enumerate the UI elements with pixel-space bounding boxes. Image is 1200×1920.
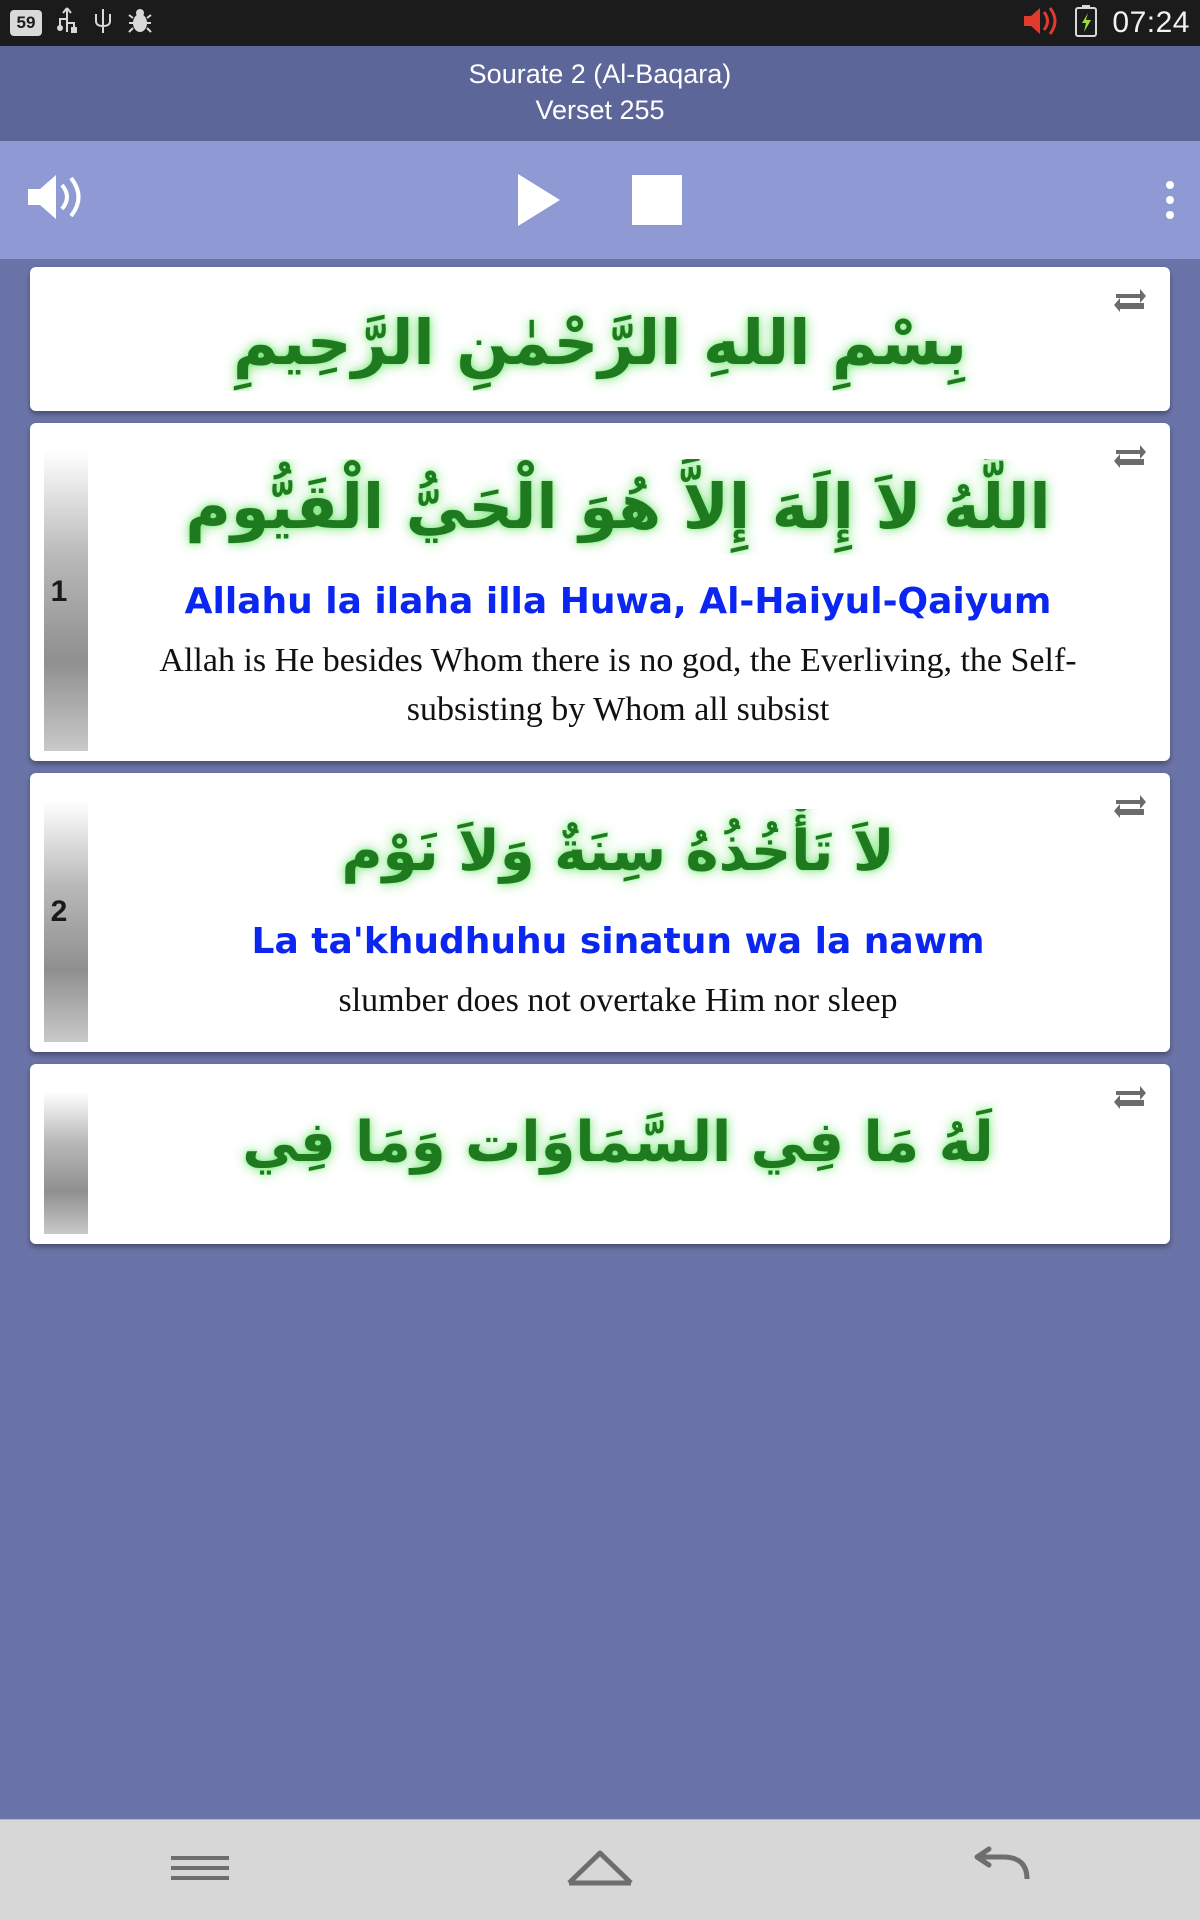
status-bar-right-icons	[1020, 4, 1190, 43]
player-toolbar	[0, 141, 1200, 259]
status-bar	[0, 0, 1200, 46]
verse-number-strip	[30, 773, 88, 1052]
notification-count-badge: 59	[10, 10, 42, 36]
overflow-dot	[1166, 211, 1174, 219]
volume-button[interactable]	[26, 169, 90, 230]
verse-title: Verset 255	[535, 95, 665, 126]
trident-icon	[92, 6, 114, 41]
overflow-menu-icon	[1166, 181, 1174, 189]
speaker-icon	[26, 169, 90, 230]
usb-icon	[56, 6, 78, 41]
verse-number: 2	[50, 895, 68, 929]
stop-icon	[632, 175, 682, 225]
verse-translation: slumber does not overtake Him nor sleep	[338, 982, 898, 1020]
verse-number: 1	[50, 574, 68, 608]
recents-button[interactable]	[130, 1835, 270, 1905]
verse-transliteration: La ta'khudhuhu sinatun wa la nawm	[251, 921, 985, 963]
verse-arabic: لاَ تَأْخُذُهُ سِنَةٌ وَلاَ نَوْم	[341, 818, 895, 884]
verse-transliteration: Allahu la ilaha illa Huwa, Al-Haiyul-Qaiyum	[184, 581, 1052, 623]
repeat-icon[interactable]	[1112, 285, 1148, 313]
overflow-dot	[1166, 196, 1174, 204]
verse-content	[30, 267, 1170, 411]
repeat-icon[interactable]	[1112, 791, 1148, 819]
repeat-icon[interactable]	[1112, 441, 1148, 469]
back-button[interactable]	[930, 1835, 1070, 1905]
system-navigation-bar	[0, 1819, 1200, 1920]
verse-number-strip	[30, 1064, 88, 1244]
verse-translation: Allah is He besides Whom there is no god, the Everliving, the Self-subsisting by Whom all subsist	[159, 642, 1077, 729]
status-clock: 07:24	[1112, 6, 1190, 39]
play-button[interactable]	[518, 174, 560, 226]
list-item[interactable]	[30, 1064, 1170, 1244]
verse-arabic: لَهُ مَا فِي السَّمَاوَات وَمَا فِي	[242, 1109, 994, 1175]
home-icon	[563, 1843, 637, 1898]
progress-bar	[44, 1092, 88, 1234]
verse-content	[88, 423, 1170, 761]
bug-icon	[128, 6, 152, 41]
home-button[interactable]	[530, 1835, 670, 1905]
volume-mute-icon	[1020, 4, 1060, 43]
overflow-menu-button[interactable]	[1166, 181, 1174, 219]
surah-title: Sourate 2 (Al-Baqara)	[468, 59, 732, 89]
verse-number-strip	[30, 423, 88, 761]
menu-icon	[165, 1846, 235, 1895]
verse-arabic: بِسْمِ اللهِ الرَّحْمٰنِ الرَّحِيمِ	[232, 305, 968, 379]
verse-content	[88, 1064, 1170, 1244]
status-bar-left-icons	[10, 6, 152, 41]
battery-charging-icon	[1072, 4, 1100, 43]
repeat-icon[interactable]	[1112, 1082, 1148, 1110]
list-item[interactable]	[30, 423, 1170, 761]
verse-content	[88, 773, 1170, 1052]
back-icon	[963, 1843, 1037, 1898]
verse-arabic: اللَّهُ لاَ إِلَهَ إِلاَّ هُوَ الْحَيُّ الْقَيُّوم	[185, 469, 1051, 543]
title-bar	[0, 46, 1200, 141]
verse-list[interactable]	[0, 259, 1200, 1657]
stop-button[interactable]	[632, 175, 682, 225]
list-item[interactable]	[30, 267, 1170, 411]
list-item[interactable]	[30, 773, 1170, 1052]
play-icon	[518, 174, 560, 226]
transport-controls	[0, 174, 1200, 226]
